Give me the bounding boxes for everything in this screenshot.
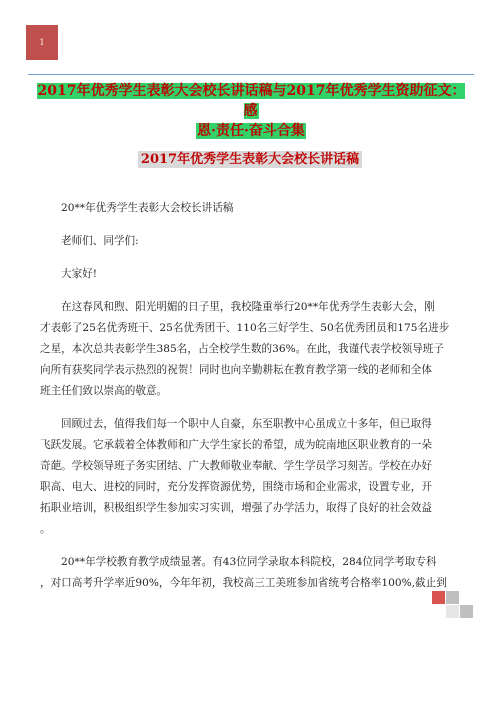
paragraph-line: 拓职业培训，积极组织学生参加实习实训，增强了办学活力，取得了良好的社会效益 bbox=[40, 502, 432, 514]
paragraph-line: 。 bbox=[40, 523, 51, 535]
paragraph-line: 大家好! bbox=[61, 268, 98, 280]
paragraph-line: 老师们、同学们: bbox=[61, 235, 139, 247]
corner-square-red bbox=[432, 591, 445, 604]
paragraph-line: 之星，本次总共表彰学生385名，占全校学生数的36%。在此，我谨代表学校领导班子 bbox=[40, 343, 444, 355]
paragraph-line: 向所有获奖同学表示热烈的祝贺！同时也向辛勤耕耘在教育教学第一线的老师和全体 bbox=[40, 364, 432, 376]
paragraph-line: 班主任们致以崇高的敬意。 bbox=[40, 385, 168, 397]
header-divider bbox=[28, 74, 474, 75]
paragraph bbox=[40, 297, 466, 402]
paragraph-line: 奇葩。学校领导班子务实团结、广大教师敬业奉献、学生学员学习刻苦。学校在办好 bbox=[40, 460, 432, 472]
paragraph-line: 才表彰了25名优秀班干、25名优秀团干、110名三好学生、50名优秀团员和175名进步 bbox=[40, 322, 450, 334]
page-number-badge: 1 bbox=[26, 25, 58, 60]
paragraph bbox=[40, 264, 466, 285]
document-body bbox=[40, 198, 466, 606]
paragraph-line: ，对口高考升学率近90%，今年年初，我校高三工美班参加省统考合格率100%,截止到 bbox=[40, 577, 447, 589]
section-title-text: 2017年优秀学生表彰大会校长讲话稿 bbox=[138, 151, 362, 168]
paragraph bbox=[40, 231, 466, 252]
paragraph bbox=[40, 414, 466, 540]
paragraph-line: 在这春风和煦、阳光明媚的日子里，我校隆重举行20**年优秀学生表彰大会，刚 bbox=[61, 301, 435, 313]
corner-square-gray-bottom bbox=[460, 605, 473, 618]
corner-square-lightgray bbox=[446, 605, 459, 618]
paragraph-line: 20**年优秀学生表彰大会校长讲话稿 bbox=[61, 202, 234, 214]
document-title-line-1: 2017年优秀学生表彰大会校长讲话稿与2017年优秀学生资助征文：感 bbox=[37, 83, 466, 119]
paragraph-line: 回顾过去，值得我们每一个职中人自豪，东至职教中心虽成立十多年，但已取得 bbox=[61, 418, 432, 430]
paragraph-line: 20**年学校教育教学成绩显著。有43位同学录取本科院校，284位同学考取专科 bbox=[61, 556, 437, 568]
document-title-line-2: 恩·责任·奋斗合集 bbox=[197, 123, 305, 139]
corner-square-gray bbox=[446, 591, 459, 604]
paragraph bbox=[40, 552, 466, 594]
paragraph bbox=[40, 198, 466, 219]
corner-decoration bbox=[432, 591, 472, 631]
section-title bbox=[0, 150, 500, 170]
paragraph-line: 飞跃发展。它承载着全体教师和广大学生家长的希望，成为皖南地区职业教育的一朵 bbox=[40, 439, 432, 451]
paragraph-line: 职高、电大、进校的同时，充分发挥资源优势，围绕市场和企业需求，设置专业，开 bbox=[40, 481, 432, 493]
document-title bbox=[34, 81, 468, 141]
